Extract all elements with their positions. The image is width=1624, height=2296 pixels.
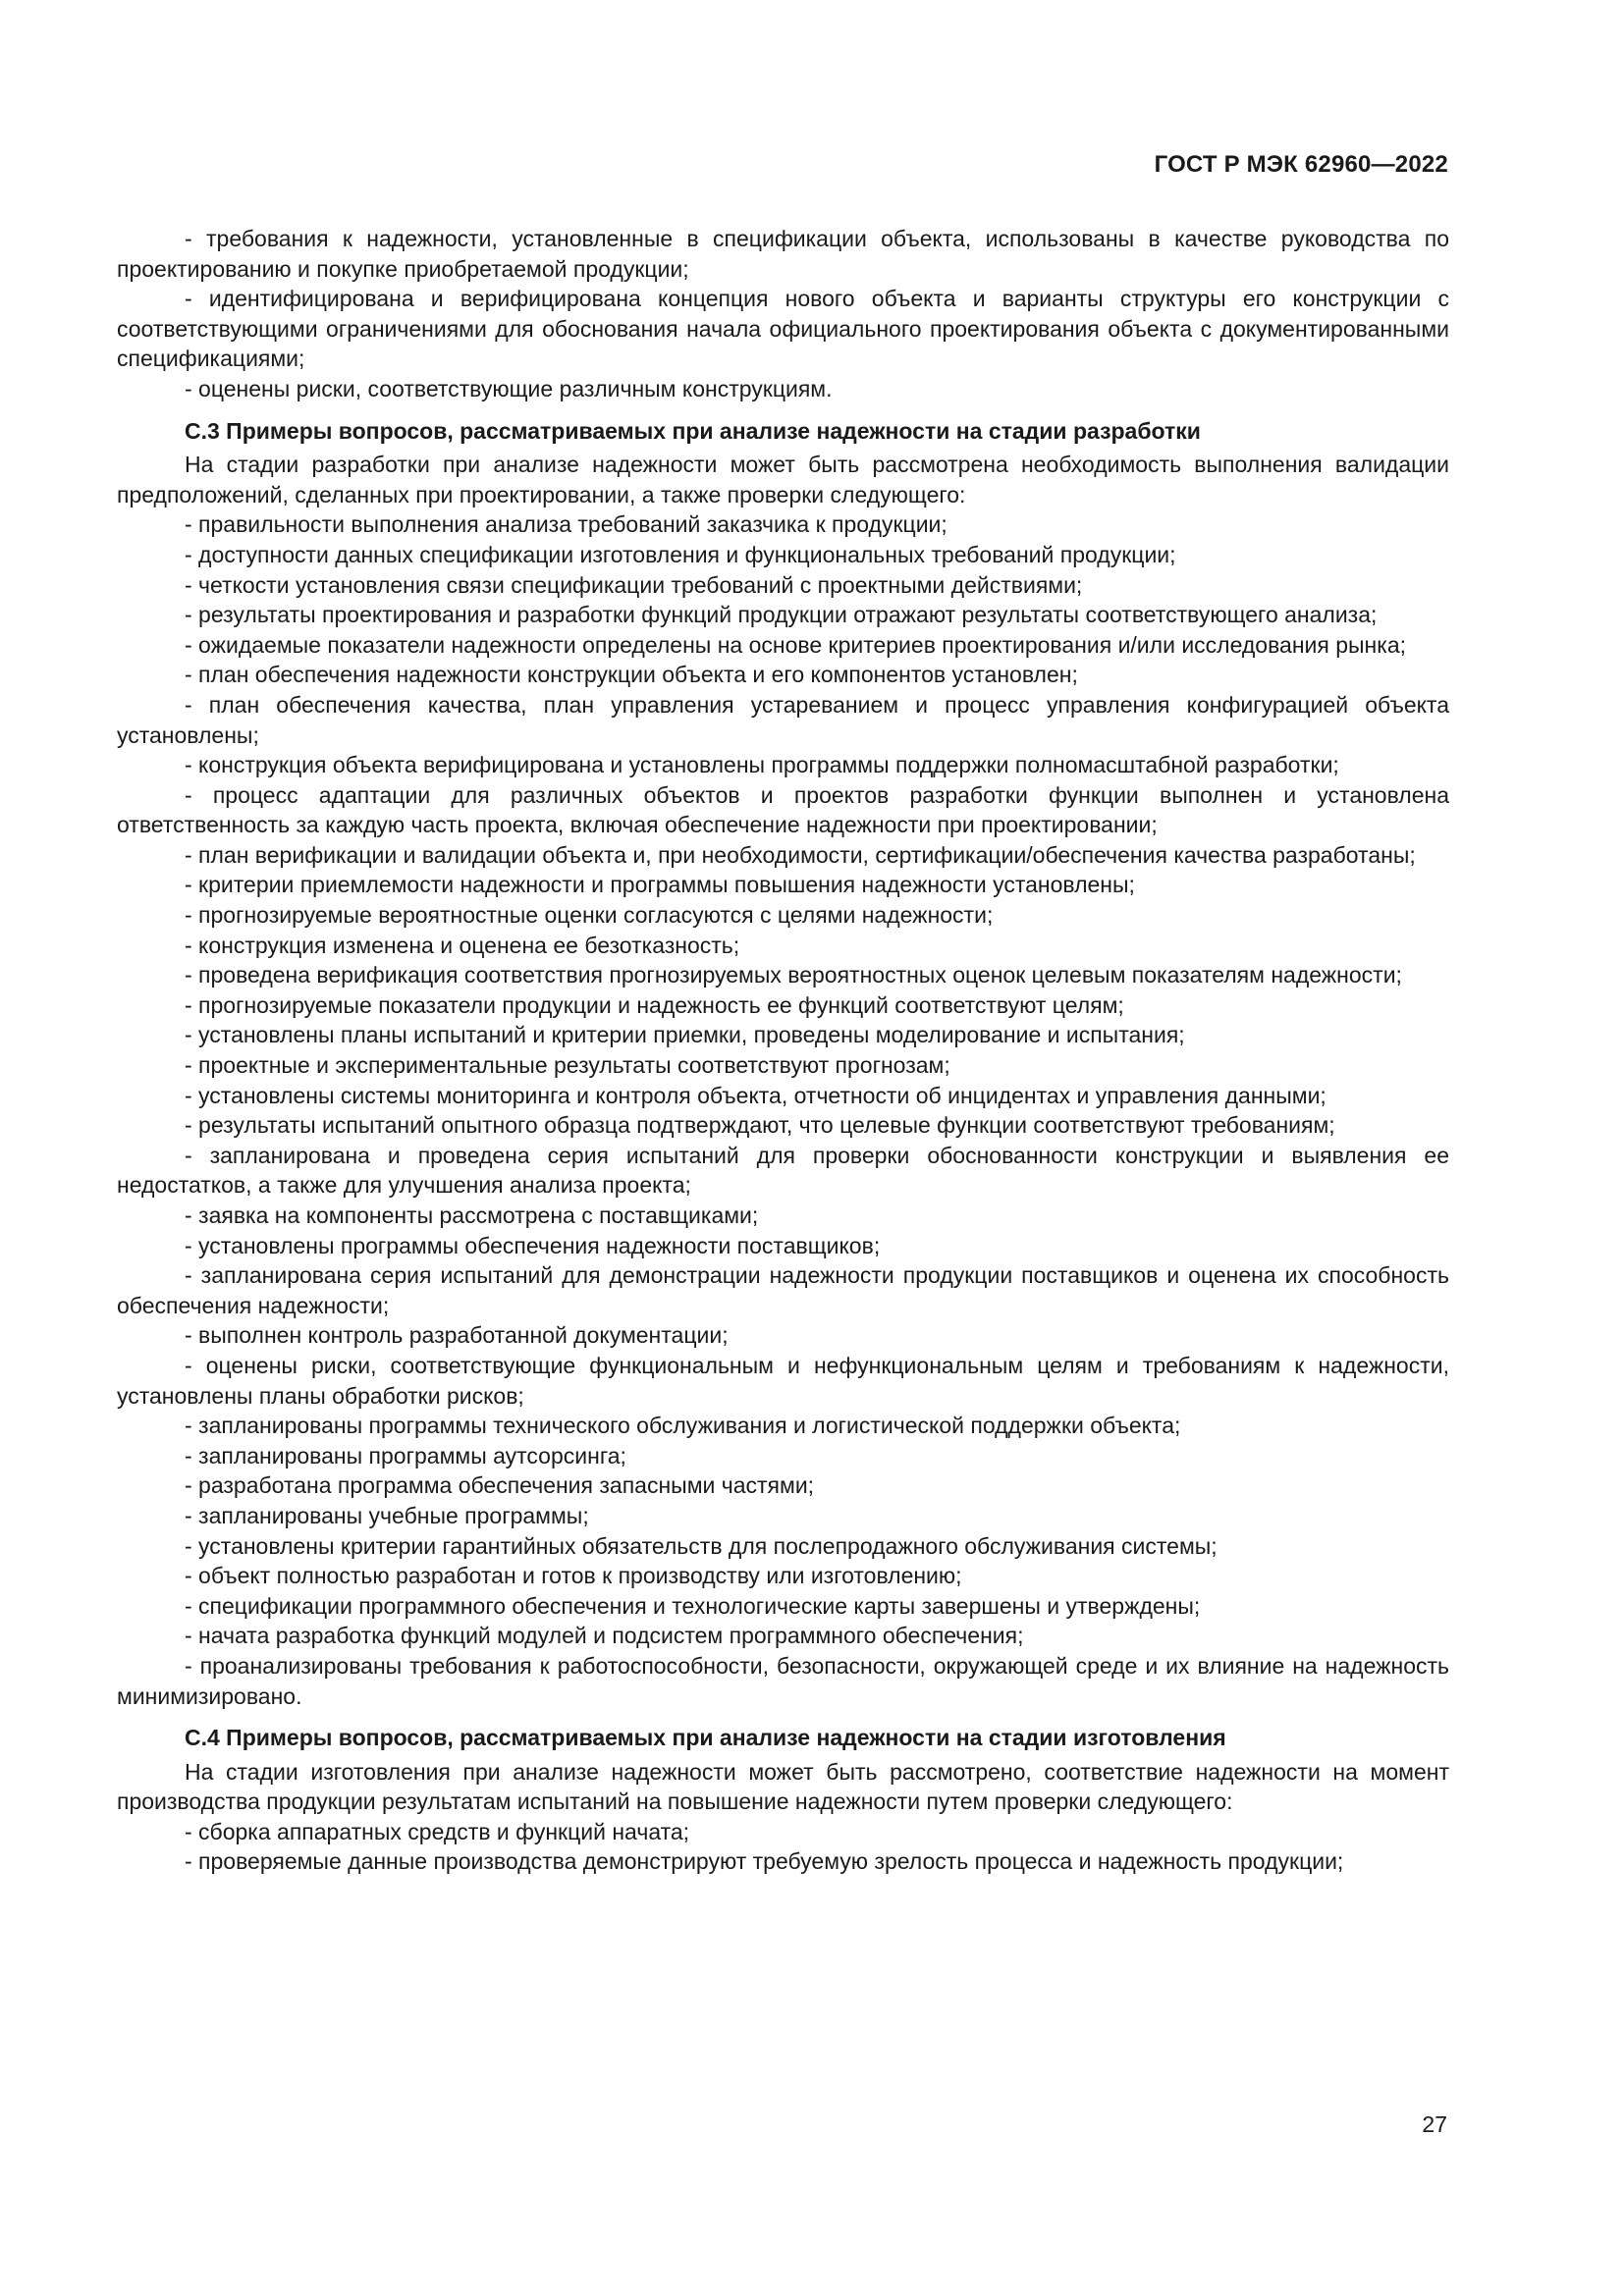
- paragraph: - объект полностью разработан и готов к производству или изготовлению;: [185, 1563, 962, 1589]
- paragraph: - план верификации и валидации объекта и, при необходимости, сертификации/обеспечения качества разработаны;: [185, 841, 1416, 868]
- document-body: [117, 224, 1449, 1877]
- paragraph: - запланированы программы аутсорсинга;: [185, 1442, 626, 1468]
- paragraph: - сборка аппаратных средств и функций начата;: [185, 1818, 690, 1844]
- paragraph: - установлены системы мониторинга и контроля объекта, отчетности об инцидентах и управления данными;: [185, 1082, 1326, 1108]
- paragraph: - прогнозируемые вероятностные оценки согласуются с целями надежности;: [185, 902, 994, 929]
- paragraph: - план обеспечения качества, план управления устареванием и процесс управления конфигурацией объекта установлены;: [117, 691, 1449, 748]
- paragraph: - оценены риски, соответствующие функциональным и нефункциональным целям и требованиям к надежности, установлены планы обработки рисков;: [117, 1352, 1449, 1409]
- paragraph: - доступности данных спецификации изготовления и функциональных требований продукции;: [185, 541, 1176, 567]
- paragraph: - проведена верификация соответствия прогнозируемых вероятностных оценок целевым показателям надежности;: [185, 962, 1402, 988]
- paragraph: - проверяемые данные производства демонстрируют требуемую зрелость процесса и надежность продукции;: [185, 1848, 1344, 1875]
- paragraph: - оценены риски, соответствующие различным конструкциям.: [185, 375, 833, 401]
- paragraph: На стадии изготовления при анализе надежности может быть рассмотрено, соответствие надежности на момент производства продукции результатам испытаний на повышение надежности путем проверки следующего:: [117, 1758, 1449, 1815]
- paragraph: - начата разработка функций модулей и подсистем программного обеспечения;: [185, 1623, 1024, 1649]
- paragraph: - правильности выполнения анализа требований заказчика к продукции;: [185, 511, 947, 538]
- paragraph: - разработана программа обеспечения запасными частями;: [185, 1472, 815, 1499]
- document-code-header: ГОСТ Р МЭК 62960—2022: [1154, 151, 1448, 178]
- section-heading: С.4 Примеры вопросов, рассматриваемых при анализе надежности на стадии изготовления: [185, 1725, 1226, 1751]
- paragraph: - четкости установления связи спецификации требований с проектными действиями;: [185, 571, 1083, 598]
- paragraph: - заявка на компоненты рассмотрена с поставщиками;: [185, 1202, 759, 1228]
- paragraph: - результаты проектирования и разработки функций продукции отражают результаты соответствующего анализа;: [185, 602, 1378, 628]
- paragraph: - процесс адаптации для различных объектов и проектов разработки функции выполнен и установлена ответственность за каждую часть проекта, включая обеспечение надежности при проектировании;: [117, 781, 1449, 838]
- paragraph: - результаты испытаний опытного образца подтверждают, что целевые функции соответствуют требованиям;: [185, 1112, 1335, 1139]
- paragraph: - выполнен контроль разработанной документации;: [185, 1322, 729, 1349]
- paragraph: - идентифицирована и верифицирована концепция нового объекта и варианты структуры его конструкции с соответствующими ограничениями для обоснования начала официального проектирования объекта с документированными спецификациями;: [117, 286, 1449, 372]
- paragraph: - план обеспечения надежности конструкции объекта и его компонентов установлен;: [185, 662, 1078, 688]
- paragraph: - установлены критерии гарантийных обязательств для послепродажного обслуживания системы;: [185, 1532, 1218, 1559]
- paragraph: - конструкция изменена и оценена ее безотказность;: [185, 932, 740, 958]
- paragraph: На стадии разработки при анализе надежности может быть рассмотрена необходимость выполнения валидации предположений, сделанных при проектировании, а также проверки следующего:: [117, 452, 1449, 507]
- paragraph: - прогнозируемые показатели продукции и надежность ее функций соответствуют целям;: [185, 991, 1124, 1018]
- paragraph: - критерии приемлемости надежности и программы повышения надежности установлены;: [185, 872, 1135, 898]
- paragraph: - требования к надежности, установленные в спецификации объекта, использованы в качестве руководства по проектированию и покупке приобретаемой продукции;: [117, 226, 1449, 282]
- paragraph: - установлены планы испытаний и критерии приемки, проведены моделирование и испытания;: [185, 1022, 1185, 1048]
- paragraph: - запланированы программы технического обслуживания и логистической поддержки объекта;: [185, 1413, 1181, 1439]
- paragraph: - конструкция объекта верифицирована и установлены программы поддержки полномасштабной разработки;: [185, 752, 1339, 778]
- paragraph: - запланированы учебные программы;: [185, 1502, 589, 1528]
- page-number: 27: [1422, 2111, 1447, 2137]
- paragraph: - запланирована серия испытаний для демонстрации надежности продукции поставщиков и оценена их способность обеспечения надежности;: [117, 1262, 1449, 1318]
- paragraph: - ожидаемые показатели надежности определены на основе критериев проектирования и/или исследования рынка;: [185, 631, 1406, 658]
- paragraph: - установлены программы обеспечения надежности поставщиков;: [185, 1232, 881, 1258]
- section-heading: С.3 Примеры вопросов, рассматриваемых при анализе надежности на стадии разработки: [185, 417, 1201, 444]
- paragraph: - запланирована и проведена серия испытаний для проверки обоснованности конструкции и выявления ее недостатков, а также для улучшения анализа проекта;: [117, 1142, 1449, 1199]
- paragraph: - проектные и экспериментальные результаты соответствуют прогнозам;: [185, 1052, 950, 1079]
- paragraph: - проанализированы требования к работоспособности, безопасности, окружающей среде и их влияние на надежность минимизировано.: [117, 1652, 1449, 1709]
- paragraph: - спецификации программного обеспечения и технологические карты завершены и утверждены;: [185, 1592, 1201, 1619]
